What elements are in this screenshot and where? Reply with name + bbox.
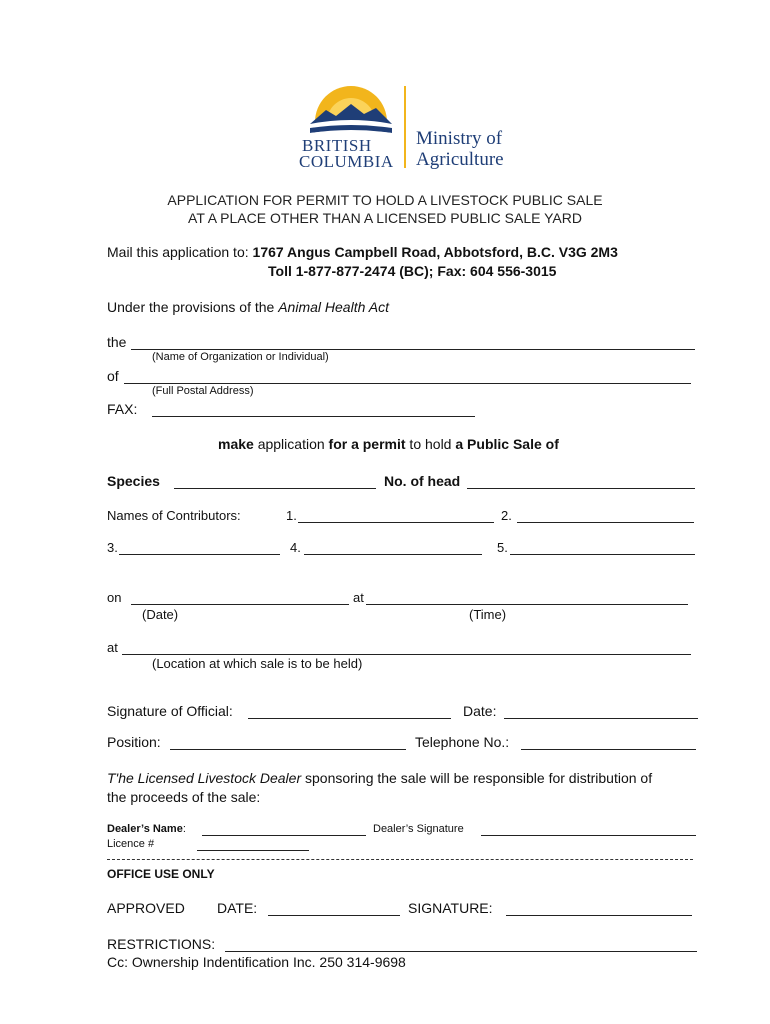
organization-hint: (Name of Organization or Individual) [152, 351, 329, 363]
restrictions-label: RESTRICTIONS: [107, 936, 216, 952]
organization-name-field[interactable] [131, 334, 695, 350]
office-signature-label: SIGNATURE: [408, 900, 493, 916]
official-date-label: Date: [463, 703, 497, 719]
application-statement [218, 436, 559, 452]
location-hint: (Location at which sale is to be held) [152, 656, 363, 671]
provisions-prefix: Under the provisions of the [107, 299, 279, 315]
on-label: on [107, 590, 122, 605]
dealer-note-line-1 [107, 769, 652, 788]
mail-address: 1767 Angus Campbell Road, Abbotsford, B.C. V3G 2M3 [252, 244, 618, 260]
office-signature-field[interactable] [506, 900, 692, 916]
licence-field[interactable] [197, 838, 309, 851]
contributors-label: Names of Contributors: [107, 508, 241, 523]
time-hint: (Time) [469, 607, 507, 622]
contributor-1-number: 1. [286, 508, 297, 523]
contributor-3-field[interactable] [119, 540, 280, 555]
dealer-signature-label: Dealer’s Signature [373, 823, 464, 835]
location-field[interactable] [122, 640, 691, 655]
dealer-note-line-2: the proceeds of the sale: [107, 789, 261, 805]
dealer-signature-field[interactable] [481, 823, 696, 836]
dealer-note [107, 769, 652, 807]
office-use-heading: OFFICE USE ONLY [107, 867, 215, 881]
app-part-3: for a permit [328, 436, 406, 452]
position-field[interactable] [170, 734, 406, 750]
dealer-name-row [107, 823, 186, 835]
location-label: at [107, 640, 118, 655]
app-part-2: application [253, 436, 329, 452]
logo-british: BRITISH [302, 136, 372, 155]
telephone-field[interactable] [521, 734, 696, 750]
head-count-field[interactable] [467, 473, 695, 489]
postal-address-hint: (Full Postal Address) [152, 385, 254, 397]
dealer-name-field[interactable] [202, 823, 366, 836]
contributor-5-number: 5. [497, 540, 508, 555]
dashed-separator [107, 859, 693, 860]
date-hint: (Date) [142, 607, 179, 622]
at-time-label: at [353, 590, 364, 605]
dealer-name-colon: : [182, 823, 186, 835]
contributor-1-field[interactable] [298, 508, 494, 523]
dealer-name-label: Dealer’s Name [107, 823, 183, 835]
telephone-label: Telephone No.: [415, 734, 510, 750]
act-name: Animal Health Act [278, 299, 389, 315]
title-line-1: APPLICATION FOR PERMIT TO HOLD A LIVESTOCK PUBLIC SALE [167, 192, 603, 208]
bc-logo [296, 84, 516, 174]
official-signature-label: Signature of Official: [107, 703, 233, 719]
official-signature-field[interactable] [248, 703, 451, 719]
dealer-note-italic: T'he Licensed Livestock Dealer [107, 770, 302, 786]
mail-phone: Toll 1-877-877-2474 (BC); Fax: 604 556-3015 [268, 263, 557, 279]
app-part-5: a Public Sale of [455, 436, 559, 452]
species-label: Species [107, 473, 160, 489]
fax-field[interactable] [152, 401, 475, 417]
species-field[interactable] [174, 473, 376, 489]
contributor-4-field[interactable] [304, 540, 482, 555]
date-field[interactable] [131, 590, 349, 605]
contributor-4-number: 4. [290, 540, 301, 555]
contributor-2-number: 2. [501, 508, 512, 523]
mail-line [107, 244, 618, 260]
logo-ministry: Ministry of [416, 128, 503, 149]
of-label: of [107, 368, 119, 384]
office-date-label: DATE: [217, 900, 258, 916]
app-part-4: to hold [405, 436, 456, 452]
logo-columbia: COLUMBIA [299, 152, 394, 171]
title-line-2: AT A PLACE OTHER THAN A LICENSED PUBLIC SALE YARD [188, 210, 582, 226]
contributor-5-field[interactable] [510, 540, 695, 555]
postal-address-field[interactable] [124, 368, 691, 384]
position-label: Position: [107, 734, 161, 750]
contributor-2-field[interactable] [517, 508, 694, 523]
logo-divider [404, 86, 406, 168]
office-date-field[interactable] [268, 900, 400, 916]
time-field[interactable] [366, 590, 688, 605]
head-label: No. of head [384, 473, 461, 489]
bc-sun-mountains-emblem [306, 84, 396, 140]
provisions-line [107, 299, 389, 315]
dealer-note-rest: sponsoring the sale will be responsible for distribution of [301, 770, 653, 786]
restrictions-field[interactable] [225, 936, 697, 952]
contributor-3-number: 3. [107, 540, 118, 555]
fax-label: FAX: [107, 401, 138, 417]
official-date-field[interactable] [504, 703, 698, 719]
form-title [0, 191, 770, 227]
app-part-1: make [218, 436, 254, 452]
licence-label: Licence # [107, 838, 155, 850]
mail-prefix: Mail this application to: [107, 244, 253, 260]
the-label: the [107, 334, 127, 350]
cc-line: Cc: Ownership Indentification Inc. 250 314-9698 [107, 954, 406, 970]
logo-agriculture: Agriculture [416, 149, 504, 170]
approved-label: APPROVED [107, 900, 185, 916]
